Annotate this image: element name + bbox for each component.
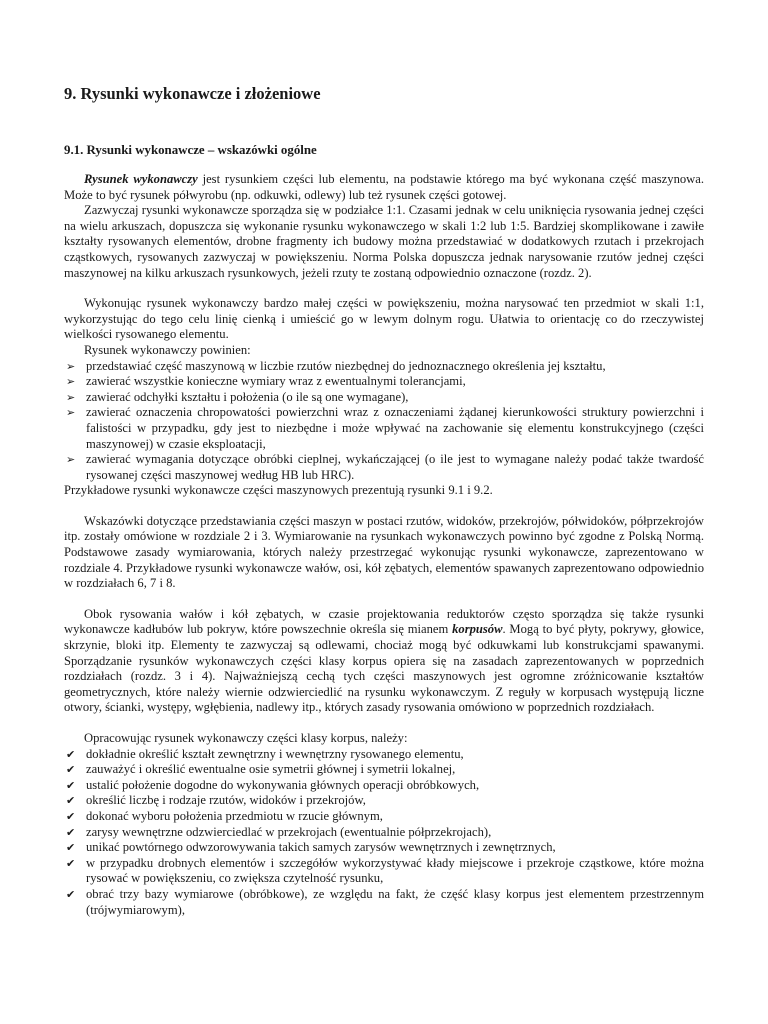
section-heading: 9.1. Rysunki wykonawcze – wskazówki ogólne — [64, 143, 317, 157]
list-item-text: dokładnie określić kształt zewnętrzny i wewnętrzny rysowanego elementu, — [86, 746, 464, 761]
list-item — [64, 452, 704, 483]
paragraph-korpus — [64, 607, 704, 716]
spacer — [64, 716, 704, 731]
list2-intro: Opracowując rysunek wykonawczy części klasy korpus, należy: — [84, 731, 408, 745]
spacer — [64, 592, 704, 607]
list-item-text: zauważyć i określić ewentualne osie symetrii głównej i symetrii lokalnej, — [86, 762, 456, 777]
list-item-text: unikać powtórnego odwzorowywania takich samych zarysów wewnętrznych i zewnętrznych, — [86, 840, 556, 855]
checkmark-bullet-icon: ✔ — [66, 887, 76, 901]
list1-intro: Rysunek wykonawczy powinien: — [84, 342, 251, 357]
list-item — [64, 856, 704, 887]
arrow-bullet-icon: ➢ — [66, 375, 76, 389]
list-item-text: zawierać wszystkie konieczne wymiary wraz z ewentualnymi tolerancjami, — [86, 374, 466, 389]
paragraph-definition — [64, 172, 704, 203]
paragraph-text: Obok rysowania wałów i kół zębatych, w czasie projektowania reduktorów często sporządza się także rysunki wykonawcze kadłubów lub pokryw, które powszechnie określa się mianem — [64, 606, 704, 637]
list-item — [64, 887, 704, 918]
list-item — [64, 359, 704, 375]
paragraph-text: jest rysunkiem części lub elementu, na podstawie którego ma być wykonana część maszynowa. Może to być rysunek półwyrobu (np. odkuwki, odlewy) lub też rysunek części gotowej. — [64, 172, 704, 202]
checkmark-bullet-icon: ✔ — [66, 856, 76, 870]
list-item — [64, 762, 704, 778]
list-item — [64, 840, 704, 856]
list-item — [64, 374, 704, 390]
list-item-text: zawierać odchyłki kształtu i położenia (o ile są one wymagane), — [86, 389, 409, 404]
list-item — [64, 390, 704, 406]
list-item — [64, 793, 704, 809]
list-item — [64, 825, 704, 841]
paragraph-examples: Przykładowe rysunki wykonawcze części maszynowych prezentują rysunki 9.1 i 9.2. — [64, 483, 493, 498]
checkmark-bullet-icon: ✔ — [66, 747, 76, 761]
korpus-steps-list — [64, 747, 704, 919]
arrow-bullet-icon: ➢ — [66, 406, 76, 420]
list-item — [64, 747, 704, 763]
paragraph-text: . Mogą to być płyty, pokrywy, głowice, skrzynie, bloki itp. Elementy te zazwyczaj są odlewami, chociaż mogą być odkuwkami lub konstrukcjami spawanymi. Sporządzanie rysunków wykonawczych części klasy korpus opiera się na zasadach zaprezentowanych w poprzednich rozdziałach (rozdz. 3 i 4). Najważniejszą cechą tych części maszynowych jest ogromne zróżnicowanie kształtów geometrycznych, które należy wiernie odzwierciedlić na rysunku wykonawczym. Z reguły w korpusach występują liczne otwory, ścianki, występy, wgłębienia, nadlewy itp., których zasady rysowania omówiono w poprzednich rozdziałach. — [64, 622, 704, 715]
list-item-text: zarysy wewnętrzne odzwierciedlać w przekrojach (ewentualnie półprzekrojach), — [86, 824, 492, 839]
list-item-text: dokonać wyboru położenia przedmiotu w rzucie głównym, — [86, 808, 383, 823]
list-item — [64, 809, 704, 825]
document-page — [64, 84, 704, 918]
chapter-heading: 9. Rysunki wykonawcze i złożeniowe — [64, 84, 321, 103]
list-item-text: przedstawiać część maszynową w liczbie rzutów niezbędnej do jednoznacznego określenia jej kształtu, — [86, 358, 606, 373]
checkmark-bullet-icon: ✔ — [66, 841, 76, 855]
list-item-text: określić liczbę i rodzaje rzutów, widoków i przekrojów, — [86, 793, 366, 808]
checkmark-bullet-icon: ✔ — [66, 794, 76, 808]
checkmark-bullet-icon: ✔ — [66, 809, 76, 823]
paragraph-guidelines: Wskazówki dotyczące przedstawiania części maszyn w postaci rzutów, widoków, przekrojów, półwidoków, półprzekrojów itp. zostały omówione w rozdziale 2 i 3. Wymiarowanie na rysunkach wykonawczych powinno być zgodne z Polską Normą. Podstawowe zasady wymiarowania, których należy przestrzegać wykonując rysunki wykonawcze, zaprezentowano w rozdziale 4. Przykładowe rysunki wykonawcze wałów, osi, kół zębatych, elementów spawanych zaprezentowano odpowiednio w rozdziałach 6, 7 i 8. — [64, 513, 704, 591]
list-item-text: obrać trzy bazy wymiarowe (obróbkowe), ze względu na fakt, że część klasy korpus jest elementem przestrzennym (trójwymiarowym), — [86, 886, 704, 917]
paragraph-scale: Zazwyczaj rysunki wykonawcze sporządza się w podziałce 1:1. Czasami jednak w celu uniknięcia rysowania jednej części na wielu arkuszach, dopuszcza się wykonanie rysunku wykonawczego w skali 1:2 lub 1:5. Bardziej skomplikowane i zawiłe kształty rysowanych elementów, drobne fragmenty ich budowy można przedstawiać w dodatkowych rzutach i przekrojach cząstkowych, rysowanych zazwyczaj w powiększeniu. Norma Polska dopuszcza jednak narysowanie rzutów jednej części maszynowej na kilku arkuszach rysunkowych, jeżeli rzuty te zostaną odpowiednio oznaczone (rozdz. 2). — [64, 203, 704, 280]
list-item-text: zawierać wymagania dotyczące obróbki cieplnej, wykańczającej (o ile jest to wymagane należy podać także twardość rysowanej części maszynowej według HB lub HRC). — [86, 452, 704, 482]
list-item — [64, 405, 704, 452]
list-item — [64, 778, 704, 794]
arrow-bullet-icon: ➢ — [66, 359, 76, 373]
arrow-bullet-icon: ➢ — [66, 453, 76, 467]
spacer — [64, 281, 704, 296]
checkmark-bullet-icon: ✔ — [66, 763, 76, 777]
checkmark-bullet-icon: ✔ — [66, 778, 76, 792]
requirements-list — [64, 359, 704, 484]
term-korpusow: korpusów — [452, 622, 503, 637]
paragraph-small-parts: Wykonując rysunek wykonawczy bardzo małej części w powiększeniu, można narysować ten przedmiot w skali 1:1, wykorzystując do tego celu linię cienką i umieścić go w lewym dolnym rogu. Ułatwia to orientację co do rzeczywistej wielkości rysowanego elementu. — [64, 296, 704, 342]
list-item-text: ustalić położenie dogodne do wykonywania głównych operacji obróbkowych, — [86, 777, 480, 792]
spacer — [64, 499, 704, 514]
list-item-text: zawierać oznaczenia chropowatości powierzchni wraz z oznaczeniami żądanej kierunkowości struktury powierzchni i falistości w przypadku, gdy jest to niezbędne i może wpływać na zachowanie się elementu konstrukcyjnego (części maszynowej) w czasie eksploatacji, — [86, 405, 704, 451]
arrow-bullet-icon: ➢ — [66, 390, 76, 404]
list-item-text: w przypadku drobnych elementów i szczegółów wykorzystywać kłady miejscowe i przekroje cząstkowe, które można rysować w powiększeniu, co zwiększa czytelność rysunku, — [86, 855, 704, 886]
term-rysunek-wykonawczy: Rysunek wykonawczy — [84, 172, 198, 186]
checkmark-bullet-icon: ✔ — [66, 825, 76, 839]
